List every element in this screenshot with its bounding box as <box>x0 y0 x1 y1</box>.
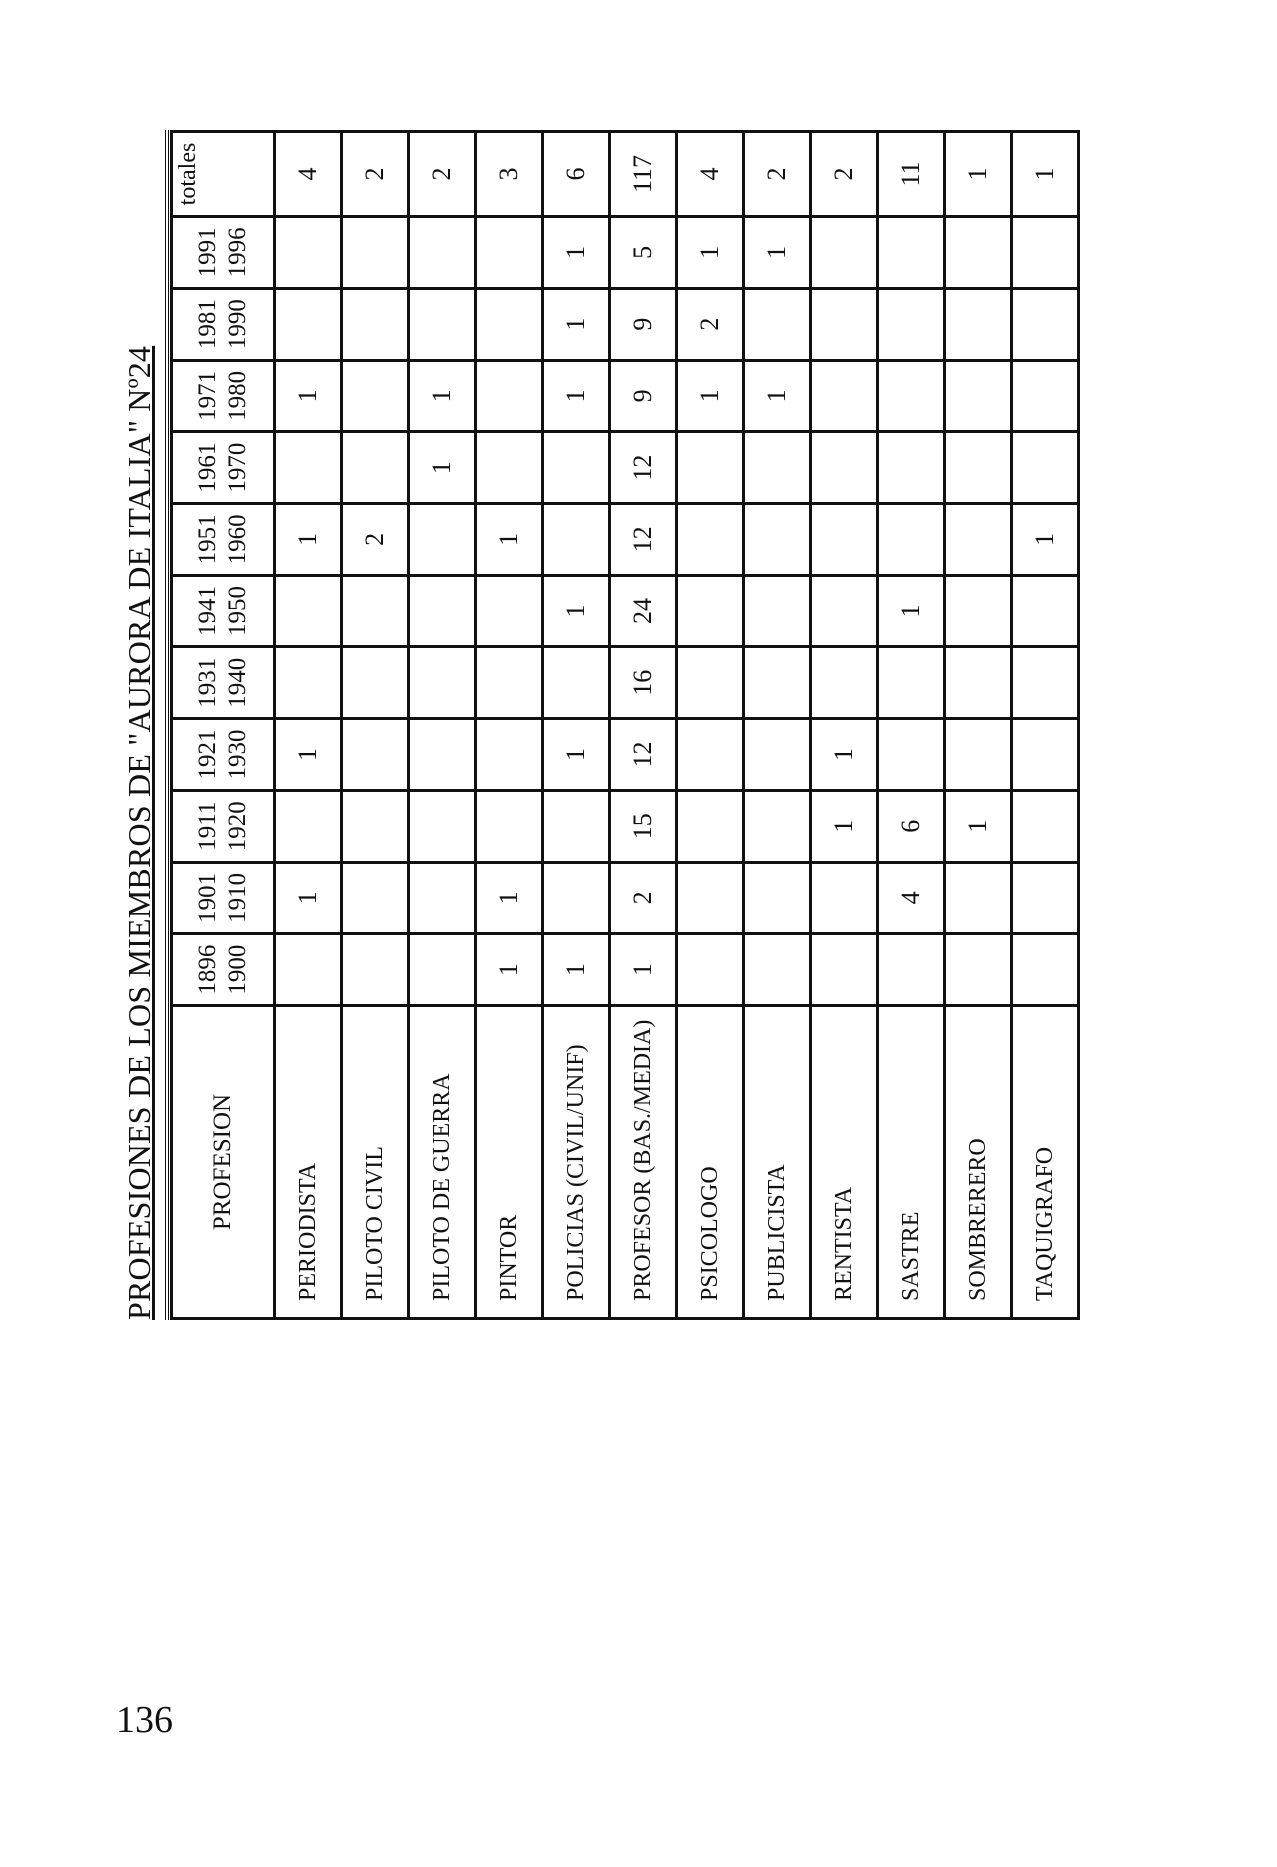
count-cell <box>878 719 945 791</box>
period-start-year: 1961 <box>194 442 221 493</box>
total-cell: 2 <box>409 132 476 217</box>
total-cell: 2 <box>342 132 409 217</box>
count-cell: 1 <box>275 719 342 791</box>
count-cell <box>1012 719 1079 791</box>
total-cell: 4 <box>677 132 744 217</box>
count-cell <box>342 432 409 504</box>
count-cell: 1 <box>543 575 610 647</box>
count-cell <box>945 503 1012 575</box>
count-cell <box>476 719 543 791</box>
period-start-year: 1911 <box>194 801 221 851</box>
count-cell: 12 <box>610 503 677 575</box>
count-cell <box>275 647 342 719</box>
period-end-year: 1920 <box>224 801 251 852</box>
count-cell: 4 <box>878 862 945 934</box>
count-cell <box>744 719 811 791</box>
count-cell <box>811 934 878 1006</box>
profesion-cell: PROFESOR (BAS./MEDIA) <box>610 1006 677 1319</box>
header-totales: totales <box>172 132 275 217</box>
count-cell <box>409 503 476 575</box>
count-cell: 1 <box>945 790 1012 862</box>
period-start-year: 1896 <box>194 944 221 995</box>
count-cell <box>342 934 409 1006</box>
total-cell: 6 <box>543 132 610 217</box>
count-cell: 1 <box>409 432 476 504</box>
profesion-cell: SOMBRERERO <box>945 1006 1012 1319</box>
count-cell: 1 <box>811 790 878 862</box>
period-start-year: 1951 <box>194 514 221 565</box>
table-row <box>878 132 945 1319</box>
count-cell <box>409 862 476 934</box>
count-cell <box>677 790 744 862</box>
count-cell <box>1012 432 1079 504</box>
period-start-year: 1901 <box>194 872 221 923</box>
header-period <box>172 719 275 791</box>
profesion-cell: PILOTO DE GUERRA <box>409 1006 476 1319</box>
period-start-year: 1931 <box>194 657 221 708</box>
count-cell <box>878 288 945 360</box>
period-end-year: 1910 <box>224 872 251 923</box>
period-start-year: 1981 <box>194 299 221 350</box>
table-row <box>610 132 677 1319</box>
count-cell: 1 <box>677 217 744 289</box>
count-cell <box>476 790 543 862</box>
count-cell <box>409 647 476 719</box>
table-row <box>811 132 878 1319</box>
header-period <box>172 647 275 719</box>
table-header-row <box>172 132 275 1319</box>
count-cell <box>811 575 878 647</box>
count-cell <box>878 934 945 1006</box>
count-cell: 9 <box>610 360 677 432</box>
count-cell <box>1012 934 1079 1006</box>
count-cell: 5 <box>610 217 677 289</box>
table-body <box>275 132 1079 1319</box>
period-end-year: 1996 <box>224 227 251 278</box>
total-cell: 2 <box>744 132 811 217</box>
count-cell <box>1012 862 1079 934</box>
period-end-year: 1940 <box>224 657 251 708</box>
count-cell <box>1012 288 1079 360</box>
count-cell <box>409 575 476 647</box>
header-period <box>172 432 275 504</box>
count-cell <box>878 503 945 575</box>
table-row <box>945 132 1012 1319</box>
table-row <box>275 132 342 1319</box>
count-cell <box>543 862 610 934</box>
count-cell: 15 <box>610 790 677 862</box>
count-cell <box>677 503 744 575</box>
count-cell <box>677 432 744 504</box>
count-cell <box>342 719 409 791</box>
period-start-year: 1921 <box>194 729 221 780</box>
count-cell: 1 <box>409 360 476 432</box>
count-cell: 1 <box>476 934 543 1006</box>
profesion-cell: RENTISTA <box>811 1006 878 1319</box>
count-cell <box>476 647 543 719</box>
count-cell <box>275 575 342 647</box>
count-cell <box>677 862 744 934</box>
count-cell <box>945 360 1012 432</box>
count-cell <box>878 432 945 504</box>
count-cell <box>744 575 811 647</box>
count-cell <box>811 862 878 934</box>
profesion-cell: POLICIAS (CIVIL/UNIF) <box>543 1006 610 1319</box>
professions-table <box>170 130 1080 1320</box>
profesion-cell: PSICOLOGO <box>677 1006 744 1319</box>
table-row <box>1012 132 1079 1319</box>
count-cell <box>1012 360 1079 432</box>
count-cell <box>342 647 409 719</box>
period-end-year: 1950 <box>224 586 251 637</box>
total-cell: 2 <box>811 132 878 217</box>
table-title: PROFESIONES DE LOS MIEMBROS DE "AURORA DE ITALIA" Nº24 <box>121 345 157 1320</box>
count-cell: 1 <box>275 360 342 432</box>
count-cell <box>476 432 543 504</box>
count-cell <box>945 719 1012 791</box>
count-cell <box>811 288 878 360</box>
period-start-year: 1971 <box>194 370 221 421</box>
count-cell <box>811 647 878 719</box>
count-cell <box>342 360 409 432</box>
count-cell <box>878 647 945 719</box>
period-start-year: 1941 <box>194 586 221 637</box>
count-cell: 12 <box>610 719 677 791</box>
count-cell <box>945 432 1012 504</box>
count-cell <box>342 288 409 360</box>
count-cell <box>409 288 476 360</box>
count-cell: 1 <box>543 934 610 1006</box>
count-cell <box>275 288 342 360</box>
count-cell: 1 <box>275 862 342 934</box>
count-cell: 1 <box>744 217 811 289</box>
profesion-cell: PUBLICISTA <box>744 1006 811 1319</box>
count-cell <box>677 647 744 719</box>
count-cell: 1 <box>878 575 945 647</box>
count-cell <box>744 432 811 504</box>
header-period <box>172 862 275 934</box>
count-cell <box>543 790 610 862</box>
count-cell <box>342 217 409 289</box>
count-cell <box>945 934 1012 1006</box>
header-period <box>172 503 275 575</box>
count-cell: 1 <box>744 360 811 432</box>
count-cell <box>677 934 744 1006</box>
count-cell: 24 <box>610 575 677 647</box>
count-cell <box>409 217 476 289</box>
count-cell: 12 <box>610 432 677 504</box>
period-end-year: 1970 <box>224 442 251 493</box>
count-cell <box>744 934 811 1006</box>
count-cell: 1 <box>543 288 610 360</box>
total-cell: 11 <box>878 132 945 217</box>
header-period <box>172 790 275 862</box>
total-cell: 3 <box>476 132 543 217</box>
count-cell <box>1012 647 1079 719</box>
count-cell: 6 <box>878 790 945 862</box>
table-row <box>677 132 744 1319</box>
total-cell: 1 <box>1012 132 1079 217</box>
table-row <box>476 132 543 1319</box>
header-period <box>172 288 275 360</box>
count-cell <box>677 575 744 647</box>
count-cell <box>476 217 543 289</box>
count-cell <box>476 288 543 360</box>
profesion-cell: SASTRE <box>878 1006 945 1319</box>
count-cell <box>543 432 610 504</box>
period-end-year: 1990 <box>224 299 251 350</box>
count-cell: 1 <box>610 934 677 1006</box>
count-cell <box>811 432 878 504</box>
table-row <box>409 132 476 1319</box>
count-cell <box>476 360 543 432</box>
count-cell: 1 <box>543 360 610 432</box>
count-cell: 16 <box>610 647 677 719</box>
count-cell <box>409 934 476 1006</box>
count-cell: 2 <box>677 288 744 360</box>
count-cell: 1 <box>543 719 610 791</box>
count-cell <box>275 790 342 862</box>
count-cell <box>945 862 1012 934</box>
header-profesion: PROFESION <box>172 1006 275 1319</box>
period-start-year: 1991 <box>194 227 221 278</box>
count-cell <box>878 217 945 289</box>
count-cell <box>275 432 342 504</box>
table-row <box>744 132 811 1319</box>
profesion-cell: TAQUIGRAFO <box>1012 1006 1079 1319</box>
total-cell: 117 <box>610 132 677 217</box>
count-cell <box>1012 790 1079 862</box>
title-double-rule <box>165 130 169 1320</box>
table-row <box>543 132 610 1319</box>
count-cell <box>945 288 1012 360</box>
count-cell <box>543 503 610 575</box>
count-cell <box>409 719 476 791</box>
header-period <box>172 934 275 1006</box>
profesion-cell: PILOTO CIVIL <box>342 1006 409 1319</box>
count-cell <box>1012 217 1079 289</box>
count-cell <box>342 575 409 647</box>
page-number: 136 <box>116 1699 173 1741</box>
count-cell <box>275 217 342 289</box>
profesion-cell: PERIODISTA <box>275 1006 342 1319</box>
count-cell <box>342 862 409 934</box>
count-cell <box>811 503 878 575</box>
count-cell <box>744 647 811 719</box>
count-cell <box>342 790 409 862</box>
count-cell: 2 <box>342 503 409 575</box>
count-cell <box>677 719 744 791</box>
count-cell: 1 <box>811 719 878 791</box>
count-cell: 1 <box>543 217 610 289</box>
count-cell <box>1012 575 1079 647</box>
header-period <box>172 217 275 289</box>
table-row <box>342 132 409 1319</box>
count-cell <box>409 790 476 862</box>
count-cell <box>878 360 945 432</box>
count-cell <box>945 647 1012 719</box>
rotated-table-block <box>120 130 1080 1320</box>
count-cell: 2 <box>610 862 677 934</box>
period-end-year: 1980 <box>224 370 251 421</box>
count-cell <box>476 575 543 647</box>
count-cell <box>744 503 811 575</box>
count-cell <box>945 575 1012 647</box>
count-cell: 1 <box>476 862 543 934</box>
count-cell <box>744 790 811 862</box>
period-end-year: 1930 <box>224 729 251 780</box>
header-period <box>172 360 275 432</box>
total-cell: 1 <box>945 132 1012 217</box>
period-end-year: 1960 <box>224 514 251 565</box>
count-cell <box>275 934 342 1006</box>
count-cell <box>811 360 878 432</box>
count-cell <box>744 288 811 360</box>
count-cell: 1 <box>1012 503 1079 575</box>
count-cell <box>811 217 878 289</box>
count-cell: 1 <box>275 503 342 575</box>
count-cell <box>945 217 1012 289</box>
count-cell <box>543 647 610 719</box>
profesion-cell: PINTOR <box>476 1006 543 1319</box>
count-cell <box>744 862 811 934</box>
count-cell: 1 <box>677 360 744 432</box>
period-end-year: 1900 <box>224 944 251 995</box>
count-cell: 1 <box>476 503 543 575</box>
total-cell: 4 <box>275 132 342 217</box>
count-cell: 9 <box>610 288 677 360</box>
header-period <box>172 575 275 647</box>
